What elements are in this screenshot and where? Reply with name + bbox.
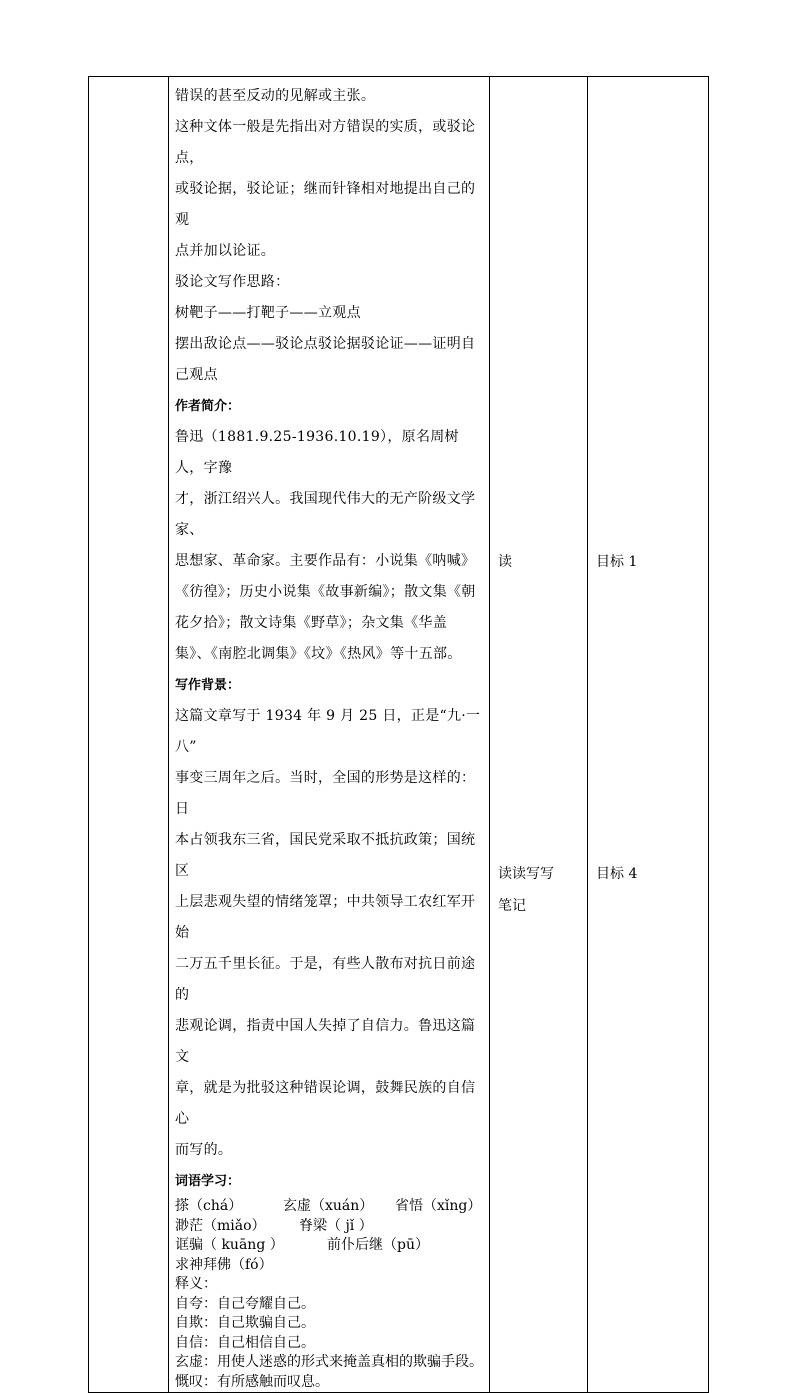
vocab-row <box>175 1217 483 1237</box>
author-line: 花夕拾》；散文诗集《野草》；杂文集《华盖 <box>175 615 447 631</box>
text-line: 摆出敌论点——驳论点驳论据驳论证——证明自 <box>175 336 476 352</box>
vocab-item: 渺茫（miǎo） <box>175 1217 266 1234</box>
background-line: 而写的。 <box>175 1142 233 1158</box>
activity-read: 读 <box>498 554 512 570</box>
vocab-row <box>175 1197 483 1217</box>
goal-1: 目标 1 <box>596 554 638 570</box>
vocab-item: 前仆后继（pū） <box>327 1237 429 1253</box>
content-cell <box>169 77 490 1393</box>
definition-line: 释义： <box>175 1276 217 1292</box>
text-line: 树靶子——打靶子——立观点 <box>175 305 361 321</box>
background-line: 这篇文章写于 1934 年 9 月 25 日，正是“九·一八” <box>175 708 481 755</box>
definition-line: 自信：自己相信自己。 <box>175 1334 315 1351</box>
definition-line: 玄虚：用使人迷惑的形式来掩盖真相的欺骗手段。 <box>175 1354 483 1370</box>
lesson-table <box>88 76 709 1393</box>
author-line: 集》、《南腔北调集》《坟》《热风》等十五部。 <box>175 646 462 662</box>
vocab-item: 省悟（xǐng） <box>395 1198 482 1214</box>
goal-4: 目标 4 <box>596 866 638 882</box>
background-line: 事变三周年之后。当时，全国的形势是这样的：日 <box>175 770 476 817</box>
definition-line: 自欺：自己欺骗自己。 <box>175 1315 315 1331</box>
vocab-item: 求神拜佛（fó） <box>175 1256 273 1273</box>
author-line: 才，浙江绍兴人。我国现代伟大的无产阶级文学家、 <box>175 491 476 538</box>
vocab-item: 脊梁（ jǐ ） <box>299 1217 373 1234</box>
definition-line: 自夸：自己夸耀自己。 <box>175 1295 315 1312</box>
vocab-item: 搽（chá） <box>175 1198 243 1214</box>
vocab-item: 诓骗（ kuāng ） <box>175 1237 284 1253</box>
text-line: 错误的甚至反动的见解或主张。 <box>175 88 376 104</box>
author-line: 思想家、革命家。主要作品有：小说集《呐喊》 <box>175 553 476 569</box>
background-line: 二万五千里长征。于是，有些人散布对抗日前途的 <box>175 956 476 1003</box>
text-line: 己观点 <box>175 367 218 383</box>
vocab-row <box>175 1236 483 1256</box>
background-line: 章，就是为批驳这种错误论调，鼓舞民族的自信心 <box>175 1080 476 1127</box>
activity-column <box>490 77 588 1393</box>
background-line: 本占领我东三省，国民党采取不抵抗政策；国统区 <box>175 832 476 879</box>
author-line: 《彷徨》；历史小说集《故事新编》；散文集《朝 <box>175 584 476 600</box>
activity-notes: 笔记 <box>498 898 526 914</box>
text-line: 或驳论据，驳论证；继而针锋相对地提出自己的观 <box>175 181 476 228</box>
author-heading: 作者简介： <box>175 399 241 414</box>
text-line: 点并加以论证。 <box>175 243 276 259</box>
text-line: 这种文体一般是先指出对方错误的实质，或驳论点， <box>175 119 476 166</box>
background-line: 悲观论调，指责中国人失掉了自信力。鲁迅这篇文 <box>175 1018 476 1065</box>
author-line: 鲁迅（1881.9.25-1936.10.19），原名周树人，字豫 <box>175 429 459 476</box>
goal-column <box>588 77 709 1393</box>
definition-line: 慨叹：有所感触而叹息。 <box>175 1373 329 1390</box>
background-heading: 写作背景： <box>175 678 241 693</box>
activity-read-write: 读读写写 <box>498 866 554 882</box>
background-line: 上层悲观失望的情绪笼罩；中共领导工农红军开始 <box>175 894 476 941</box>
text-line: 驳论文写作思路： <box>175 274 290 290</box>
vocab-item: 玄虚（xuán） <box>283 1198 374 1214</box>
blank-column <box>89 77 169 1393</box>
vocab-heading: 词语学习： <box>175 1174 241 1189</box>
